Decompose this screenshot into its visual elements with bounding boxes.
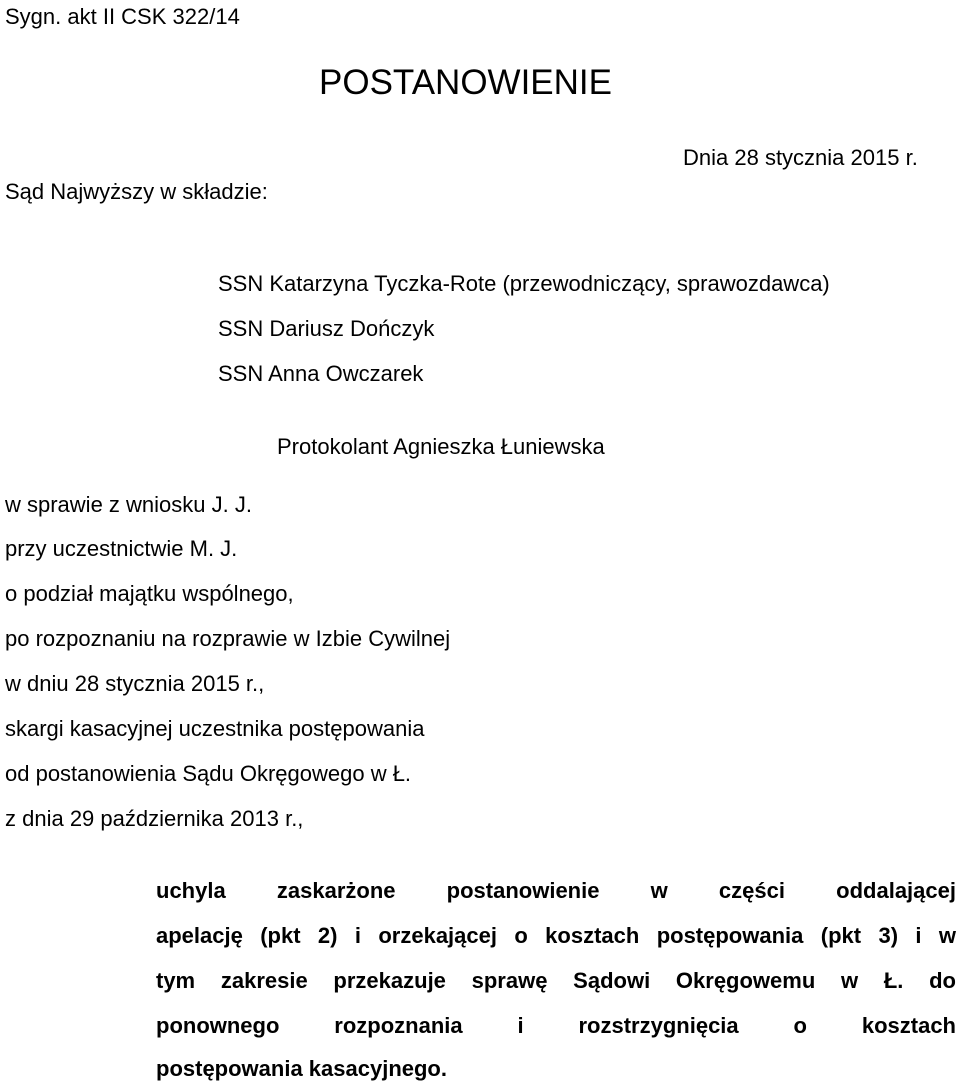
case-line: w dniu 28 stycznia 2015 r., bbox=[5, 671, 265, 696]
judge-entry: SSN Anna Owczarek bbox=[218, 361, 424, 386]
case-line: w sprawie z wniosku J. J. bbox=[5, 492, 252, 517]
case-reference: Sygn. akt II CSK 322/14 bbox=[5, 4, 240, 29]
ruling-line: uchyla zaskarżone postanowienie w części oddalającej bbox=[156, 878, 956, 903]
clerk-line: Protokolant Agnieszka Łuniewska bbox=[277, 434, 605, 459]
case-line: skargi kasacyjnej uczestnika postępowania bbox=[5, 716, 425, 741]
case-line: od postanowienia Sądu Okręgowego w Ł. bbox=[5, 761, 412, 786]
case-line: przy uczestnictwie M. J. bbox=[5, 536, 238, 561]
ruling-date: Dnia 28 stycznia 2015 r. bbox=[683, 145, 918, 170]
ruling-line: ponownego rozpoznania i rozstrzygnięcia o kosztach bbox=[156, 1013, 956, 1038]
case-line: z dnia 29 października 2013 r., bbox=[5, 806, 304, 831]
judge-entry: SSN Katarzyna Tyczka-Rote (przewodniczący, sprawozdawca) bbox=[218, 271, 830, 296]
ruling-line: apelację (pkt 2) i orzekającej o kosztach postępowania (pkt 3) i w bbox=[156, 923, 956, 948]
ruling-line: tym zakresie przekazuje sprawę Sądowi Okręgowemu w Ł. do bbox=[156, 968, 956, 993]
case-line: o podział majątku wspólnego, bbox=[5, 581, 294, 606]
judge-entry: SSN Dariusz Dończyk bbox=[218, 316, 435, 341]
ruling-line: postępowania kasacyjnego. bbox=[156, 1056, 447, 1081]
document-title: POSTANOWIENIE bbox=[319, 63, 612, 102]
court-composition-label: Sąd Najwyższy w składzie: bbox=[5, 179, 268, 204]
case-line: po rozpoznaniu na rozprawie w Izbie Cywilnej bbox=[5, 626, 451, 651]
